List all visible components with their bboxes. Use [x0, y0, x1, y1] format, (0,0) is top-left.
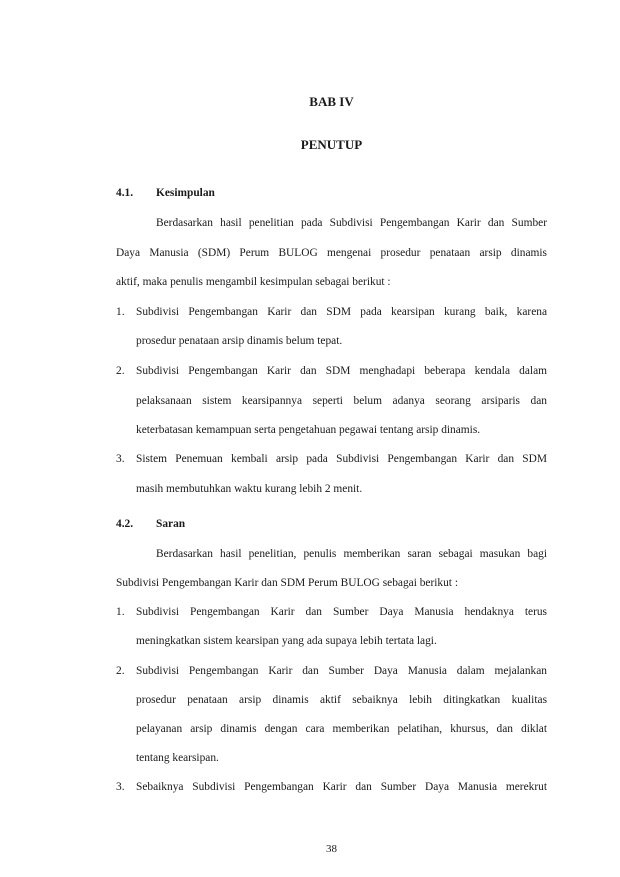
- section-number: 4.1.: [116, 187, 134, 199]
- section-number: 4.2.: [116, 518, 134, 530]
- list-item-line: Sebaiknya Subdivisi Pengembangan Karir dan Sumber Daya Manusia merekrut: [136, 781, 547, 793]
- list-item-line: prosedur penataan arsip dinamis belum tepat.: [136, 335, 343, 347]
- section-title: Kesimpulan: [156, 187, 215, 199]
- paragraph-line: Berdasarkan hasil penelitian, penulis memberikan saran sebagai masukan bagi: [156, 548, 547, 560]
- paragraph-line: Berdasarkan hasil penelitian pada Subdivisi Pengembangan Karir dan Sumber: [156, 217, 547, 229]
- list-item-line: Subdivisi Pengembangan Karir dan Sumber Daya Manusia dalam mejalankan: [136, 665, 547, 677]
- list-item-line: pelayanan arsip dinamis dengan cara memberikan pelatihan, khursus, dan diklat: [136, 723, 547, 735]
- list-marker: 2.: [116, 665, 125, 677]
- list-item-line: tentang kearsipan.: [136, 752, 219, 764]
- chapter-number: BAB IV: [309, 94, 354, 109]
- paragraph-line: Daya Manusia (SDM) Perum BULOG mengenai prosedur penataan arsip dinamis: [116, 247, 547, 259]
- list-marker: 3.: [116, 781, 125, 793]
- list-item-line: masih membutuhkan waktu kurang lebih 2 menit.: [136, 483, 363, 495]
- list-marker: 2.: [116, 365, 125, 377]
- page-number: 38: [326, 843, 337, 855]
- list-item-line: Subdivisi Pengembangan Karir dan Sumber Daya Manusia hendaknya terus: [136, 606, 547, 618]
- section-title: Saran: [156, 518, 186, 530]
- list-item-line: keterbatasan kemampuan serta pengetahuan pegawai tentang arsip dinamis.: [136, 424, 481, 436]
- paragraph-line: Subdivisi Pengembangan Karir dan SDM Perum BULOG sebagai berikut :: [116, 577, 458, 589]
- list-item-line: meningkatkan sistem kearsipan yang ada supaya lebih tertata lagi.: [136, 635, 437, 647]
- list-marker: 1.: [116, 306, 125, 318]
- list-item-line: Sistem Penemuan kembali arsip pada Subdivisi Pengembangan Karir dan SDM: [136, 453, 547, 465]
- section-heading-saran: [116, 518, 185, 530]
- list-item-line: Subdivisi Pengembangan Karir dan SDM menghadapi beberapa kendala dalam: [136, 365, 547, 377]
- list-marker: 1.: [116, 606, 125, 618]
- list-item-line: Subdivisi Pengembangan Karir dan SDM pada kearsipan kurang baik, karena: [136, 306, 547, 318]
- list-item-line: pelaksanaan sistem kearsipannya seperti belum adanya seorang arsiparis dan: [136, 395, 547, 407]
- chapter-title: PENUTUP: [300, 137, 363, 152]
- section-heading-kesimpulan: [116, 187, 215, 199]
- list-item-line: prosedur penataan arsip dinamis aktif sebaiknya lebih ditingkatkan kualitas: [136, 694, 547, 706]
- list-marker: 3.: [116, 453, 125, 465]
- paragraph-line: aktif, maka penulis mengambil kesimpulan sebagai berikut :: [116, 276, 391, 288]
